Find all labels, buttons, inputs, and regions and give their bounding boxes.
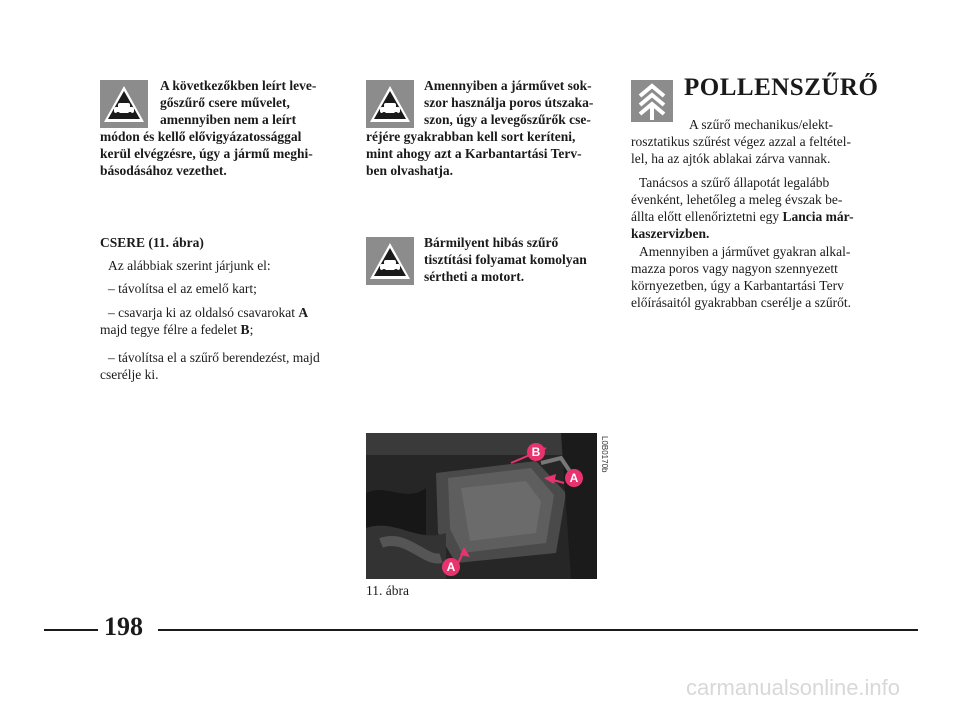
para-line: környezetben, úgy a Karbantartási Terv [631, 278, 844, 293]
footer-rule-right [158, 629, 918, 631]
step-3-line: – távolítsa el a szűrő berendezést, majd [108, 350, 320, 365]
pollen-paragraph-2 [631, 174, 857, 242]
step-3-line: cserélje ki. [100, 367, 159, 382]
procedure-step-2 [100, 304, 331, 338]
warning-line: réjére gyakrabban kell sort keríteni, [366, 129, 576, 144]
section-subheading: CSERE (11. ábra) [100, 235, 204, 250]
para-line: mazza poros vagy nagyon szennyezett [631, 261, 838, 276]
footer-rule-left [44, 629, 98, 631]
warning-line: Amennyiben a járművet sok- [424, 78, 592, 93]
car-warning-icon [100, 80, 148, 128]
pollen-paragraph-1 [631, 116, 857, 167]
procedure-intro: Az alábbiak szerint járjunk el: [108, 258, 271, 273]
label-a-badge-left: A [442, 558, 460, 576]
warning-text-filter-replace-cont [100, 128, 331, 179]
step-2-line-2 [100, 321, 331, 338]
warning-line: kerül elvégzésre, úgy a jármű meghi- [100, 146, 313, 161]
para-line: A szűrő mechanikus/elekt- [689, 117, 833, 132]
para-line: lel, ha az ajtók ablakai zárva vannak. [631, 151, 831, 166]
warning-line: A következőkben leírt leve- [160, 78, 317, 93]
step-2-line-1 [100, 304, 331, 321]
screw-label-a: A [298, 305, 309, 320]
warning-line: Bármilyent hibás szűrő [424, 235, 559, 250]
car-warning-icon [366, 80, 414, 128]
warning-line: mint ahogy azt a Karbantartási Terv- [366, 146, 582, 161]
para-line: évenként, lehetőleg a meleg évszak be- [631, 192, 843, 207]
label-b-badge: B [527, 443, 545, 461]
warning-line: módon és kellő elővigyázatossággal [100, 129, 302, 144]
procedure-step-1: – távolítsa el az emelő kart; [108, 281, 257, 296]
warning-text-dusty-roads-cont [366, 128, 597, 179]
step-2-text: – csavarja ki az oldalsó csavarokat [108, 305, 299, 320]
warning-line: szor használja poros útszaka- [424, 95, 594, 110]
service-name-cont: kaszervizben. [631, 226, 710, 241]
service-name: Lancia már- [782, 209, 854, 224]
page-number: 198 [104, 612, 143, 641]
warning-text-dusty-roads [424, 77, 596, 128]
warning-line: gőszűrő csere művelet, [160, 95, 290, 110]
para-line [631, 208, 857, 225]
engine-air-filter-photo [366, 433, 597, 579]
para-line: Amennyiben a járművet gyakran alkal- [639, 244, 851, 259]
pollen-paragraph-3 [631, 243, 857, 311]
warning-line: básodásához vezethet. [100, 163, 227, 178]
warning-line: szon, úgy a levegőszűrők cse- [424, 112, 591, 127]
warning-line: sértheti a motort. [424, 269, 525, 284]
label-a-badge-right: A [565, 469, 583, 487]
step-2-text-b: majd tegye félre a fedelet [100, 322, 241, 337]
cover-label-b: B [240, 322, 250, 337]
para-line: Tanácsos a szűrő állapotát legalább [639, 175, 830, 190]
figure-caption: 11. ábra [366, 583, 409, 598]
car-warning-icon [366, 237, 414, 285]
warning-line: amennyiben nem a leírt [160, 112, 297, 127]
figure-code: L0B0170b [600, 436, 609, 473]
section-title: POLLENSZŰRŐ [684, 74, 879, 101]
para-line: rosztatikus szűrést végez azzal a feltétel- [631, 134, 852, 149]
para-text: állta előtt ellenőriztetni egy [631, 209, 783, 224]
procedure-step-3 [100, 349, 331, 383]
warning-text-engine-damage [424, 234, 596, 285]
site-watermark: carmanualsonline.info [686, 675, 901, 700]
warning-line: ben olvashatja. [366, 163, 454, 178]
para-line: előírásaitól gyakrabban cserélje a szűrőt. [631, 295, 852, 310]
warning-line: tisztítási folyamat komolyan [424, 252, 587, 267]
warning-text-filter-replace [160, 77, 330, 128]
step-2-end: ; [249, 322, 254, 337]
